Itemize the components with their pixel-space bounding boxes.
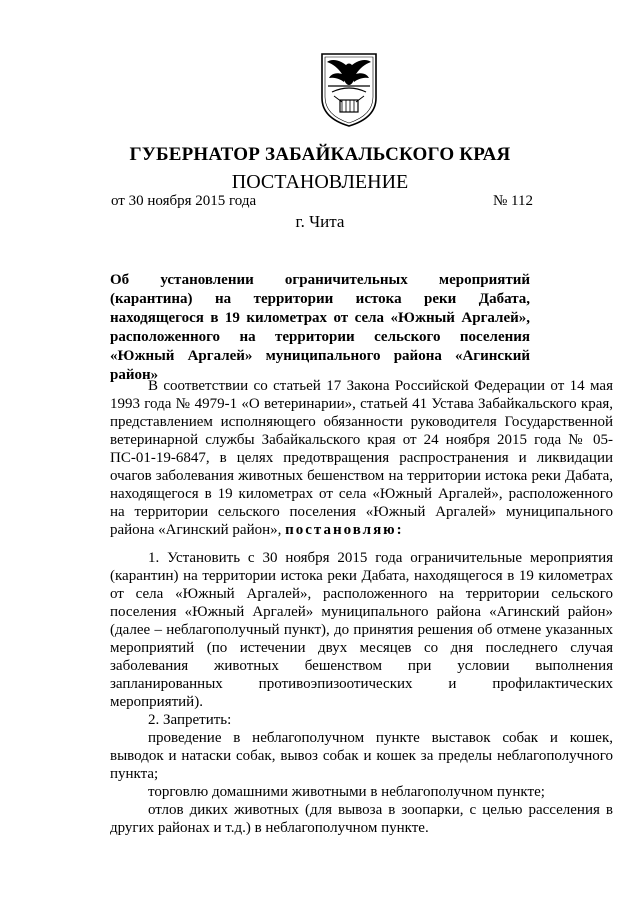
document-date: от 30 ноября 2015 года <box>111 193 257 209</box>
item-2-b: торговлю домашними животными в неблагополучном пункте; <box>148 784 545 800</box>
document-subject: Об установлении ограничительных мероприятий (карантина) на территории истока реки Дабата, находящегося в 19 километрах от села «Южный Аргалей», расположенного на территории сельского поселения «Южный Аргалей» муниципального района «Агинский район» <box>110 272 530 383</box>
item-2-a: проведение в неблагополучном пункте выставок собак и кошек, выводок и натаски собак, вывоз собак и кошек за пределы неблагополучного пункта; <box>110 730 613 782</box>
preamble-paragraph <box>110 377 613 539</box>
coat-of-arms-icon <box>320 52 378 128</box>
document-type: ПОСТАНОВЛЕНИЕ <box>231 171 409 193</box>
governor-title: ГУБЕРНАТОР ЗАБАЙКАЛЬСКОГО КРАЯ <box>129 144 511 165</box>
item-1: 1. Установить с 30 ноября 2015 года ограничительные мероприятия (карантин) на территории истока реки Дабата, находящегося в 19 километрах от села «Южный Аргалей», расположенного на территории сельского поселения «Южный Аргалей» муниципального района «Агинский район» (далее – неблагополучный пункт), до принятия решения об отмене указанных мероприятий (по истечении двух месяцев со дня последнего случая заболевания животных бешенством при условии выполнения запланированных противоэпизоотических и профилактических мероприятий). <box>110 550 613 710</box>
preamble-text: В соответствии со статьей 17 Закона Российской Федерации от 14 мая 1993 года № 4979-1 «О ветеринарии», статьей 41 Устава Забайкальского края, представлением исполняющего обязанности руководителя Государственной ветеринарной службы Забайкальского края от 24 ноября 2015 года № 05-ПС-01-19-6847, в целях предотвращения распространения и ликвидации очагов заболевания животных бешенством на территории истока реки Дабата, находящегося в 19 километрах от села «Южный Аргалей», расположенного на территории сельского поселения «Южный Аргалей» муниципального района «Агинский район», <box>110 378 613 538</box>
item-2: 2. Запретить: <box>148 712 232 728</box>
document-body <box>110 377 613 837</box>
item-2-c: отлов диких животных (для вывоза в зоопарки, с целью расселения в других районах и т.д.) в неблагополучном пункте. <box>110 802 613 836</box>
city-name: г. Чита <box>295 212 345 231</box>
decree-word: постановляю: <box>285 522 404 538</box>
document-number: № 112 <box>492 193 533 209</box>
